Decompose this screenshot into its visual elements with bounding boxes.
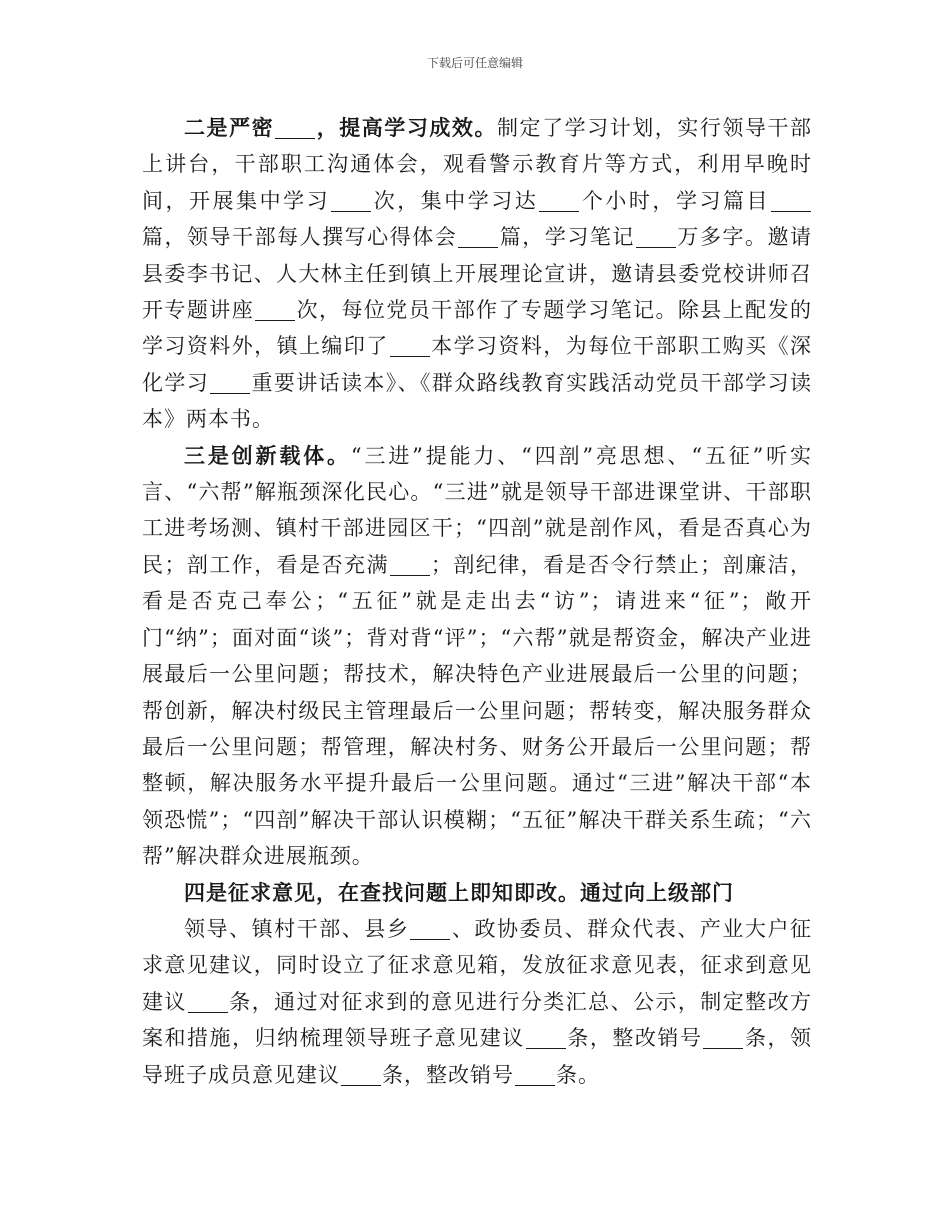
fill-blank bbox=[458, 226, 498, 248]
text-segment: 次，每位党员干部作了专题学习笔记。除县上配发的学习资料外，镇上编印了 bbox=[142, 298, 813, 359]
paragraph-lead bbox=[184, 115, 497, 140]
body-text bbox=[142, 110, 812, 1093]
paragraph-study-effect bbox=[142, 110, 812, 438]
text-segment: 制定了学习计划，实行领导干部上讲台，干部职工沟通体会，观看警示教育片等方式，利用早晚时间，开展集中学习 bbox=[142, 116, 813, 213]
text-segment: 条，通过对征求到的意见进行分类汇总、公示，制定整改方案和措施，归纳梳理领导班子意见建议 bbox=[142, 989, 812, 1051]
text-segment: 领导、镇村干部、县乡 bbox=[184, 916, 410, 941]
fill-blank bbox=[539, 190, 579, 212]
text-segment: 篇，领导干部每人撰写心得体会 bbox=[142, 225, 458, 250]
text-segment: 次，集中学习达 bbox=[372, 188, 539, 213]
text-segment: 篇，学习笔记 bbox=[499, 225, 635, 250]
fill-blank bbox=[771, 190, 811, 212]
text-segment: 条。 bbox=[556, 1062, 600, 1087]
fill-blank bbox=[410, 918, 450, 940]
text-segment: 条，整改销号 bbox=[382, 1062, 514, 1087]
fill-blank bbox=[331, 190, 371, 212]
text-segment: 条，整改销号 bbox=[566, 1026, 703, 1051]
text-segment: 条，领导班子成员意见建议 bbox=[142, 1026, 813, 1087]
fill-blank bbox=[636, 226, 676, 248]
fill-blank bbox=[390, 554, 430, 576]
fill-blank bbox=[255, 299, 295, 321]
text-segment: 本学习资料，为每位干部职工购买《深化学习 bbox=[142, 334, 813, 395]
text-segment: 个小时，学习篇目 bbox=[580, 188, 771, 213]
fill-blank bbox=[703, 1027, 743, 1049]
paragraph-opinions bbox=[142, 911, 812, 1093]
paragraph-lead: 三是创新载体。 bbox=[184, 442, 351, 468]
fill-blank bbox=[341, 1064, 381, 1086]
text-segment: “三进”提能力、“四剖”亮思想、“五征”听实言、“六帮”解瓶颈深化民心。“三进”就是领导干部进课堂讲、干部职工进考场测、镇村干部进园区干；“四剖”就是剖作风，看是否真心为民；剖工作，看是否充满 bbox=[142, 443, 813, 577]
paragraph-innovation bbox=[142, 438, 812, 875]
fill-blank bbox=[188, 991, 228, 1013]
text-segment: 、政协委员、群众代表、产业大户征求意见建议，同时设立了征求意见箱，发放征求意见表，征求到意见建议 bbox=[142, 916, 813, 1014]
fill-blank bbox=[210, 372, 250, 394]
paragraph-lead: 四是征求意见，在查找问题上即知即改。通过向上级部门 bbox=[184, 879, 734, 905]
text-segment: 重要讲话读本》、《群众路线教育实践活动党员干部学习读本》两本书。 bbox=[142, 370, 813, 432]
fill-blank bbox=[275, 117, 315, 139]
fill-blank bbox=[526, 1027, 566, 1049]
text-segment: 万多字。邀请县委李书记、人大林主任到镇上开展理论宣讲，邀请县委党校讲师召开专题讲座 bbox=[142, 225, 813, 323]
lead-text: 二是严密 bbox=[184, 115, 275, 140]
fill-blank bbox=[515, 1064, 555, 1086]
fill-blank bbox=[390, 335, 430, 357]
text-segment: ；剖纪律，看是否令行禁止；剖廉洁，看是否克己奉公；“五征”就是走出去“访”；请进来“征”；敞开门“纳”；面对面“谈”；背对背“评”；“六帮”就是帮资金，解决产业进展最后一公里问题；帮技术，解决特色产业进展最后一公里的问题；帮创新，解决村级民主管理最后一公里问题；帮转变，解决服务群众最后一公里问题；帮管理，解决村务、财务公开最后一公里问题；帮整顿，解决服务水平提升最后一公里问题。通过“三进”解决干部“本领恐慌”；“四剖”解决干部认识模糊；“五征”解决干群关系生疏；“六帮”解决群众进展瓶颈。 bbox=[142, 552, 813, 869]
paragraph-opinions-heading bbox=[142, 875, 812, 911]
lead-text: ，提高学习成效。 bbox=[316, 115, 498, 140]
header-note: 下载后可任意编辑 bbox=[426, 56, 523, 70]
